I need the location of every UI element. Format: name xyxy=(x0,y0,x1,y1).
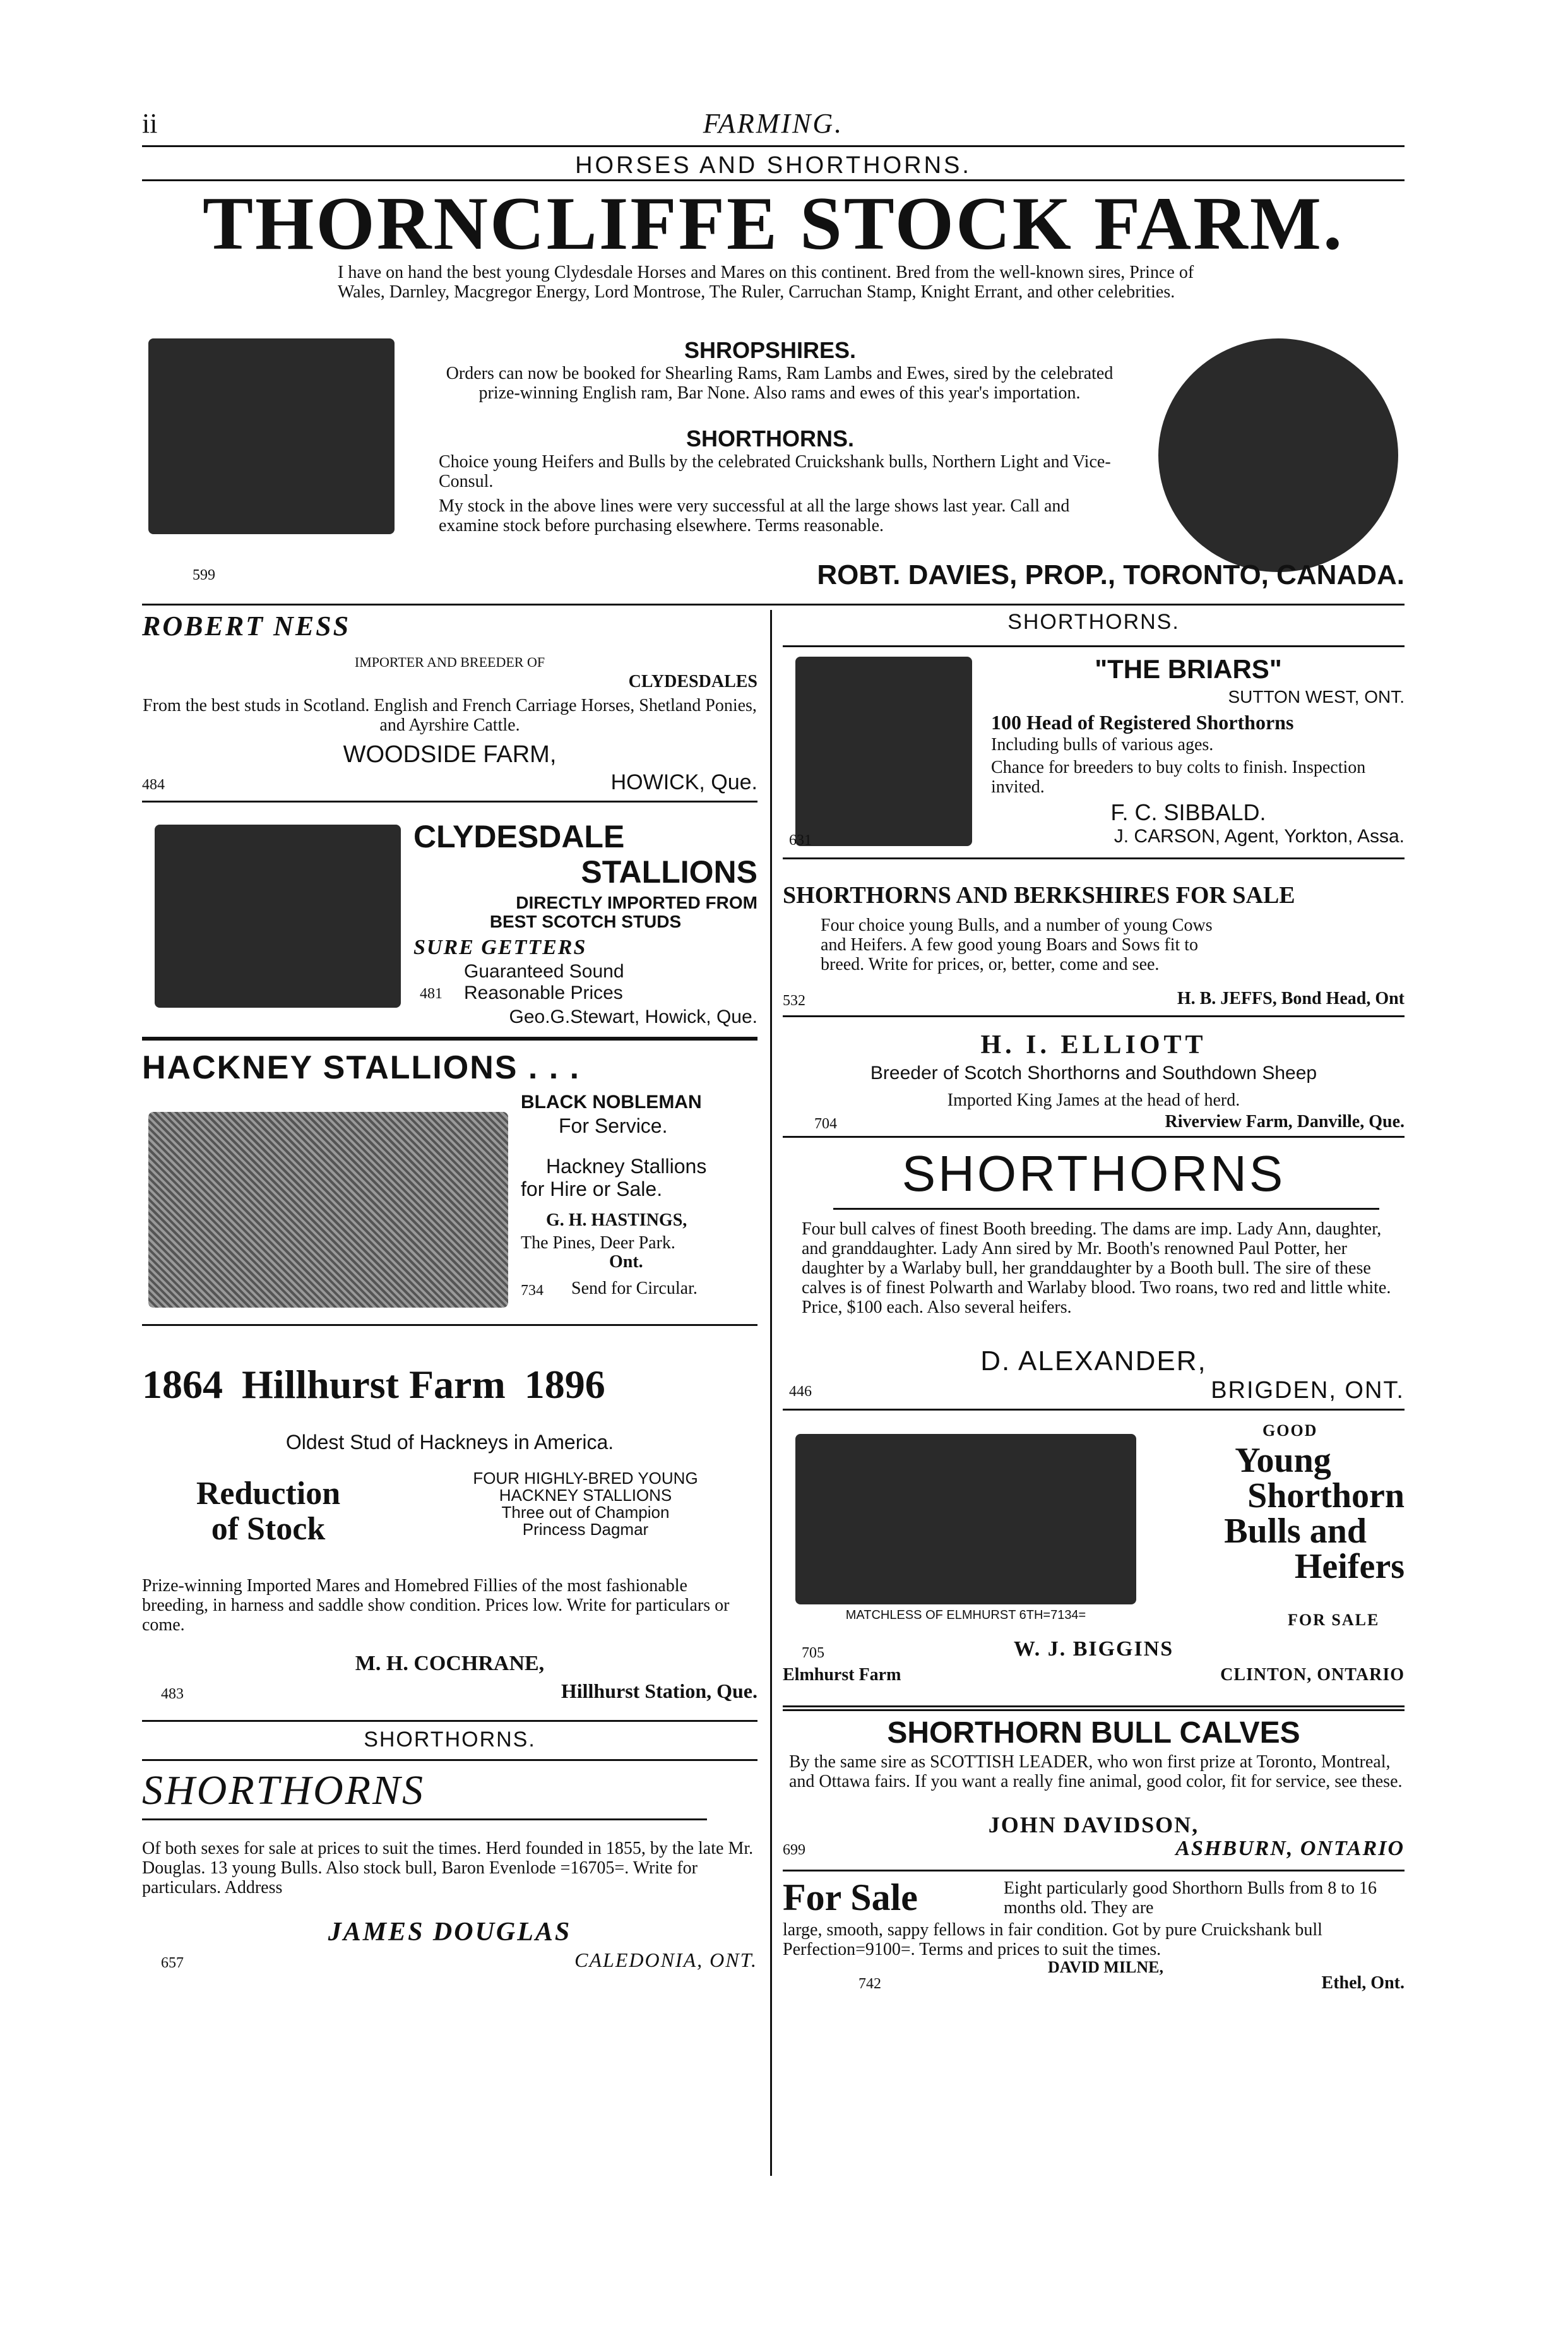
clydesdale-key: 481 xyxy=(420,986,442,1002)
briars-ad xyxy=(783,610,1405,881)
milne-ad xyxy=(783,1870,1405,2002)
clydesdale-horse-illustration xyxy=(148,338,395,534)
two-column-section xyxy=(142,610,1405,2176)
thorncliffe-banner: HORSES AND SHORTHORNS. xyxy=(575,152,971,179)
hillhurst-year1: 1864 xyxy=(142,1362,223,1407)
thorncliffe-signature: ROBT. DAVIES, PROP., TORONTO, CANADA. xyxy=(817,559,1405,590)
briars-line1: 100 Head of Registered Shorthorns xyxy=(991,711,1294,734)
ness-place: HOWICK, Que. xyxy=(610,770,757,794)
shorthorns-heading: SHORTHORNS. xyxy=(686,426,854,451)
hillhurst-reduction xyxy=(142,1476,395,1547)
clydesdale-line3: SURE GETTERS xyxy=(413,936,587,959)
biggins-headline xyxy=(1161,1443,1405,1584)
thorncliffe-intro: I have on hand the best young Clydesdale Horses and Mares on this continent. Bred from the well-known sires, Prince of Wales, Darnley, Macgregor Energy, Lord Montrose, The Ruler, Carruchan Stamp, Knight Errant, and other celebrities. xyxy=(338,263,1194,302)
jeffs-ad xyxy=(783,881,1405,1030)
milne-body1: Eight particularly good Shorthorn Bulls from 8 to 16 months old. They are xyxy=(1004,1878,1377,1918)
shorthorns-text: Choice young Heifers and Bulls by the celebrated Cruickshank bulls, Northern Light and Vice-Consul. xyxy=(439,452,1111,491)
douglas-place: CALEDONIA, ONT. xyxy=(574,1949,757,1971)
hillhurst-year2: 1896 xyxy=(524,1362,605,1407)
briars-name: F. C. SIBBALD. xyxy=(1110,799,1266,825)
hillhurst-ad xyxy=(142,1361,757,1791)
biggins-place: CLINTON, ONTARIO xyxy=(1220,1665,1405,1685)
hillhurst-sig: M. H. COCHRANE, xyxy=(355,1652,545,1675)
clydesdale-line5: Reasonable Prices xyxy=(464,982,623,1003)
briars-line3: Chance for breeders to buy colts to finish. Inspection invited. xyxy=(991,758,1366,797)
clydesdale-stallions-ad xyxy=(142,818,757,1049)
davidson-name: JOHN DAVIDSON, xyxy=(988,1812,1199,1837)
sheep-portrait-illustration xyxy=(1158,338,1398,572)
biggins-farm: Elmhurst Farm xyxy=(783,1665,901,1685)
ness-farm: WOODSIDE FARM, xyxy=(343,741,557,768)
hackney-line3: Hackney Stallions xyxy=(546,1155,707,1178)
thorncliffe-title: THORNCLIFFE STOCK FARM. xyxy=(202,181,1344,265)
shropshires-text: Orders can now be booked for Shearling Rams, Ram Lambs and Ewes, sired by the celebrated prize-winning English ram, Bar None. Also rams and ewes of this year's importation. xyxy=(446,364,1114,403)
clydesdale-line2: BEST SCOTCH STUDS xyxy=(489,912,682,931)
thorncliffe-closing: My stock in the above lines were very successful at all the large shows last year. Call and examine stock before purchasing elsewhere. Terms reasonable. xyxy=(439,496,1070,535)
douglas-name: JAMES DOUGLAS xyxy=(328,1918,572,1947)
hackney-title: HACKNEY STALLIONS . . . xyxy=(142,1049,581,1086)
clydesdale-line4: Guaranteed Sound xyxy=(464,961,624,982)
hackney-horse-with-groom-illustration xyxy=(148,1112,508,1308)
milne-body2: large, smooth, sappy fellows in fair condition. Got by pure Cruickshank bull Perfection=9100=. Terms and prices to suit the times. xyxy=(783,1920,1322,1959)
newspaper-page xyxy=(142,107,1405,2305)
jeffs-body: Four choice young Bulls, and a number of young Cows and Heifers. A few good young Boars and Sows fit to breed. Write for prices, or, better, come and see. xyxy=(821,916,1213,974)
hackney-line4: for Hire or Sale. xyxy=(521,1178,663,1200)
milne-place: Ethel, Ont. xyxy=(1321,1973,1405,1993)
ness-line1: IMPORTER AND BREEDER OF xyxy=(354,654,545,670)
hillhurst-name: Hillhurst Farm xyxy=(242,1362,506,1407)
douglas-ad xyxy=(142,1728,757,1993)
alexander-place: BRIGDEN, ONT. xyxy=(1211,1377,1405,1404)
biggins-l4: Bulls and xyxy=(1224,1512,1367,1551)
alexander-name: D. ALEXANDER, xyxy=(980,1346,1207,1376)
hillhurst-r4: Princess Dagmar xyxy=(522,1520,649,1539)
hackney-line2: For Service. xyxy=(559,1114,668,1137)
douglas-title: SHORTHORNS xyxy=(142,1767,425,1813)
hillhurst-sub: Oldest Stud of Hackneys in America. xyxy=(285,1431,614,1454)
hillhurst-r3: Three out of Champion xyxy=(501,1503,670,1522)
biggins-name: W. J. BIGGINS xyxy=(1013,1637,1174,1661)
hackney-place1: The Pines, Deer Park. xyxy=(521,1233,675,1253)
hillhurst-r2: HACKNEY STALLIONS xyxy=(499,1486,672,1505)
elliott-line2: Imported King James at the head of herd. xyxy=(947,1090,1240,1110)
milne-key: 742 xyxy=(858,1976,881,1992)
briars-key: 631 xyxy=(789,832,812,849)
hackney-ad xyxy=(142,1049,757,1361)
milne-title: For Sale xyxy=(783,1877,918,1918)
douglas-key: 657 xyxy=(161,1955,184,1971)
hillhurst-title xyxy=(142,1361,757,1408)
hillhurst-body: Prize-winning Imported Mares and Homebred Fillies of the most fashionable breeding, in harness and saddle show condition. Prices low. Write for particulars or come. xyxy=(142,1576,730,1635)
davidson-body: By the same sire as SCOTTISH LEADER, who won first prize at Toronto, Montreal, and Ottawa fairs. If you want a really fine animal, good color, fit for service, see these. xyxy=(789,1752,1403,1791)
hillhurst-key: 483 xyxy=(161,1686,184,1702)
briars-agent: J. CARSON, Agent, Yorkton, Assa. xyxy=(1114,826,1405,847)
davidson-title: SHORTHORN BULL CALVES xyxy=(887,1716,1300,1750)
stallion-illustration xyxy=(155,825,401,1008)
elliott-line1: Breeder of Scotch Shorthorns and Southdown Sheep xyxy=(870,1063,1317,1083)
davidson-place: ASHBURN, ONTARIO xyxy=(1175,1837,1405,1860)
biggins-l5: Heifers xyxy=(1294,1547,1405,1586)
biggins-ad xyxy=(783,1421,1405,1693)
briars-line2: Including bulls of various ages. xyxy=(991,735,1214,755)
alexander-ad xyxy=(783,1145,1405,1421)
jeffs-title: SHORTHORNS AND BERKSHIRES FOR SALE xyxy=(783,882,1295,909)
clydesdale-line6: Geo.G.Stewart, Howick, Que. xyxy=(509,1006,757,1027)
alexander-title: SHORTHORNS xyxy=(901,1145,1286,1202)
clydesdale-title1: CLYDESDALE xyxy=(413,819,625,854)
hackney-place2: Ont. xyxy=(609,1252,643,1272)
biggins-l3: Shorthorn xyxy=(1247,1476,1405,1515)
hillhurst-stallions xyxy=(413,1470,757,1538)
hackney-circular: Send for Circular. xyxy=(571,1279,698,1298)
shropshires-heading: SHROPSHIRES. xyxy=(684,337,857,363)
right-column xyxy=(783,610,1405,2002)
ness-ad xyxy=(142,610,757,818)
biggins-l1: GOOD xyxy=(1262,1421,1318,1440)
elliott-name: H. I. ELLIOTT xyxy=(980,1030,1207,1060)
clydesdale-line1: DIRECTLY IMPORTED FROM xyxy=(516,893,757,912)
running-title: FARMING. xyxy=(703,108,844,139)
briars-banner: SHORTHORNS. xyxy=(1007,610,1180,634)
milne-name: DAVID MILNE, xyxy=(1048,1958,1163,1976)
ness-key: 484 xyxy=(142,777,165,793)
elliott-key: 704 xyxy=(814,1116,837,1132)
shorthorn-cow-illustration xyxy=(795,1434,1136,1604)
biggins-l6: FOR SALE xyxy=(1288,1611,1380,1629)
bull-head-illustration xyxy=(795,657,972,846)
biggins-l2: Young xyxy=(1235,1441,1331,1480)
davidson-key: 699 xyxy=(783,1842,805,1858)
hackney-line1: BLACK NOBLEMAN xyxy=(521,1092,702,1113)
hillhurst-reduction1: Reduction xyxy=(196,1476,341,1512)
hillhurst-place: Hillhurst Station, Que. xyxy=(561,1680,757,1702)
ness-line2: CLYDESDALES xyxy=(628,672,757,691)
jeffs-key: 532 xyxy=(783,993,805,1009)
page-header xyxy=(142,107,1405,145)
alexander-body: Four bull calves of finest Booth breeding. The dams are imp. Lady Ann, daughter, and granddaughter. Lady Ann sired by Mr. Booth's renowned Paul Potter, her daughter by a Warlaby bull, her granddaughter by a Booth bull. The sire of these calves is of finest Polwarth and Warlaby blood. Two roans, two red and little white. Price, $100 each. Also several heifers. xyxy=(802,1219,1391,1317)
douglas-banner: SHORTHORNS. xyxy=(364,1728,536,1752)
clydesdale-title2: STALLIONS xyxy=(581,854,757,890)
briars-place: SUTTON WEST, ONT. xyxy=(1228,687,1405,707)
hackney-name: G. H. HASTINGS, xyxy=(546,1210,687,1230)
ness-name: ROBERT NESS xyxy=(142,611,351,642)
elliott-ad xyxy=(783,1030,1405,1150)
jeffs-sig: H. B. JEFFS, Bond Head, Ont xyxy=(1177,989,1405,1008)
thorncliffe-key: 599 xyxy=(193,567,215,583)
page-number: ii xyxy=(142,108,158,139)
biggins-key: 705 xyxy=(802,1645,824,1661)
ness-line3: From the best studs in Scotland. English and French Carriage Horses, Shetland Ponies, and Ayrshire Cattle. xyxy=(143,696,757,735)
davidson-ad xyxy=(783,1705,1405,1870)
hackney-key: 734 xyxy=(521,1282,543,1299)
alexander-key: 446 xyxy=(789,1383,812,1400)
biggins-caption: MATCHLESS OF ELMHURST 6TH=7134= xyxy=(845,1608,1086,1622)
hillhurst-reduction2: of Stock xyxy=(211,1511,326,1547)
left-column xyxy=(142,610,757,1993)
hillhurst-r1: FOUR HIGHLY-BRED YOUNG xyxy=(473,1469,698,1488)
briars-title: "THE BRIARS" xyxy=(1095,654,1282,684)
elliott-place: Riverview Farm, Danville, Que. xyxy=(1165,1112,1405,1131)
douglas-body: Of both sexes for sale at prices to suit the times. Herd founded in 1855, by the late Mr. Douglas. 13 young Bulls. Also stock bull, Baron Evenlode =16705=. Write for particulars. Address xyxy=(142,1839,754,1897)
